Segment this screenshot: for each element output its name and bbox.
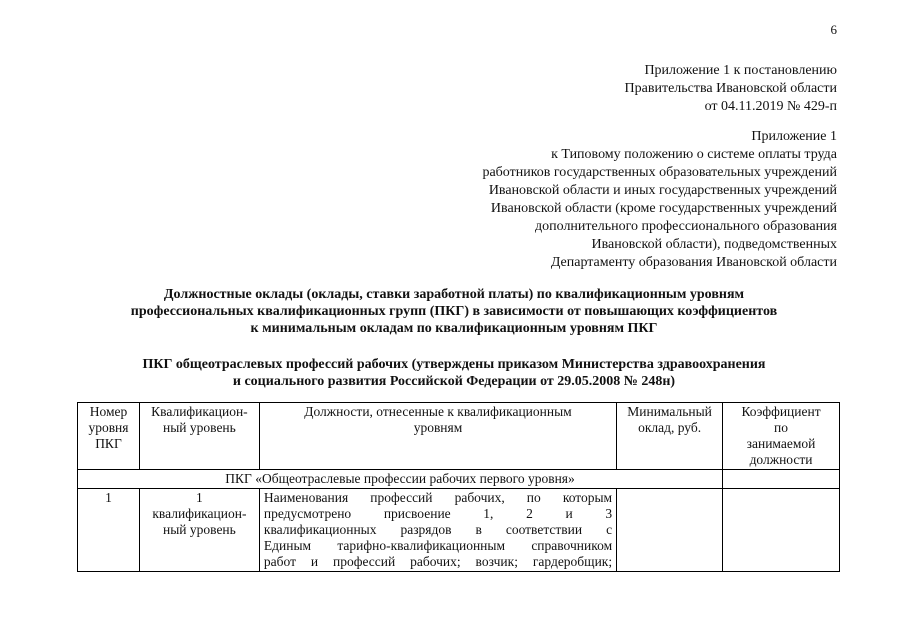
header-positions: Должности, отнесенные к квалификационным уровням (259, 403, 616, 470)
row-level-number: 1 (78, 489, 140, 572)
annex-resolution-line: Приложение 1 к постановлению (644, 63, 837, 78)
section-heading-line: ПКГ общеотраслевых профессий рабочих (утверждены приказом Министерства здравоохранения (142, 357, 766, 372)
annex-regulation-line: Ивановской области (кроме государственных учреждений (490, 201, 837, 216)
annex-regulation-line: Ивановской области и иных государственных учреждений (488, 183, 837, 198)
document-title-line: Должностные оклады (оклады, ставки заработной платы) по квалификационным уровням (163, 287, 745, 302)
group-empty-cell (723, 470, 840, 489)
header-level-number: Номер уровня ПКГ (78, 403, 140, 470)
salary-table (77, 402, 840, 572)
table-header-row (78, 403, 840, 470)
row-coefficient (723, 489, 840, 572)
annex-resolution-block (625, 62, 837, 116)
section-heading (70, 356, 838, 390)
annex-resolution-line: Правительства Ивановской области (624, 81, 837, 96)
header-min-salary: Минимальный оклад, руб. (617, 403, 723, 470)
annex-regulation-line: Департаменту образования Ивановской области (550, 255, 837, 270)
page-number: 6 (830, 22, 837, 37)
annex-regulation-line: Ивановской области), подведомственных (591, 237, 837, 252)
group-title: ПКГ «Общеотраслевые профессии рабочих первого уровня» (78, 470, 723, 489)
annex-regulation-line: дополнительного профессионального образования (535, 219, 837, 234)
annex-regulation-line: Приложение 1 (751, 129, 837, 144)
document-title (70, 286, 838, 337)
row-min-salary (617, 489, 723, 572)
annex-resolution-line: от 04.11.2019 № 429-п (704, 99, 837, 114)
document-title-line: профессиональных квалификационных групп (ПКГ) в зависимости от повышающих коэффициентов (130, 304, 778, 319)
header-coefficient: Коэффициент по занимаемой должности (723, 403, 840, 470)
header-qualification-level: Квалификацион- ный уровень (139, 403, 259, 470)
annex-regulation-block (482, 128, 837, 272)
table-group-row (78, 470, 840, 489)
table-row (78, 489, 840, 572)
document-title-line: к минимальным окладам по квалификационным уровням ПКГ (250, 321, 658, 336)
annex-regulation-line: к Типовому положению о системе оплаты труда (551, 147, 837, 162)
annex-regulation-line: работников государственных образовательных учреждений (482, 165, 837, 180)
row-qualification-level: 1 квалификацион- ный уровень (139, 489, 259, 572)
row-positions: Наименования профессий рабочих, по которым предусмотрено присвоение 1, 2 и 3 квалификационных разрядов в соответствии с Единым тарифно-квалификационным справочником работ и профессий рабочих; возчик; гардеробщик; (259, 489, 616, 572)
section-heading-line: и социального развития Российской Федерации от 29.05.2008 № 248н) (232, 374, 676, 389)
